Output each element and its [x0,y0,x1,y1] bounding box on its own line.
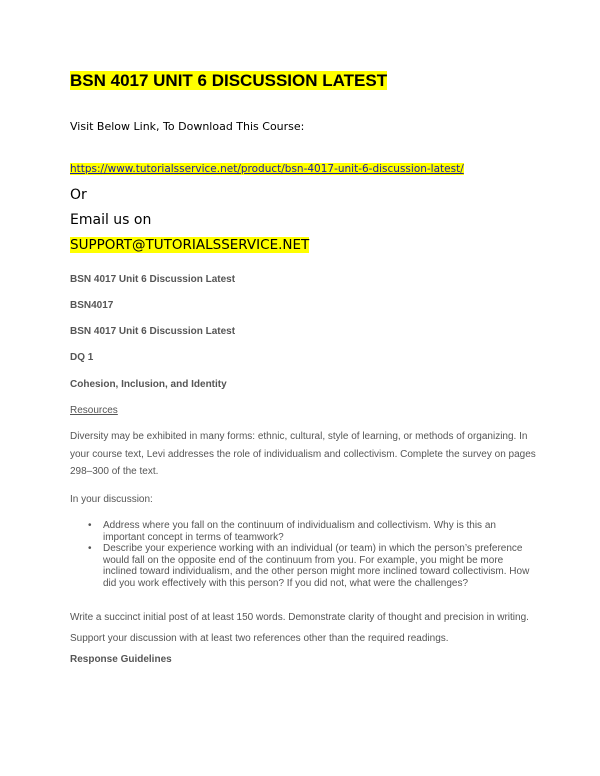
or-text: Or [70,187,87,203]
discussion-question-label: DQ 1 [70,352,94,363]
paragraph-in-your-discussion: In your discussion: [70,494,153,505]
email-label: Email us on [70,212,152,228]
list-item-text: Address where you fall on the continuum of individualism and collectivism. Why is this an important concept in terms of teamwork? [103,520,496,543]
paragraph-diversity: Diversity may be exhibited in many forms: ethnic, cultural, style of learning, or methods of organizing. In your course text, Levi addresses the role of individualism and collectivism. Complete the survey on pages 298–300 of the text. [70,431,536,477]
visit-instruction: Visit Below Link, To Download This Course: [70,120,305,133]
response-guidelines-heading: Response Guidelines [70,654,172,665]
paragraph-post-requirements: Write a succinct initial post of at least 150 words. Demonstrate clarity of thought and precision in writing. Support your discussion with at least two references other than the required readings. [70,612,529,644]
list-item-text: Describe your experience working with an individual (or team) in which the person’s preference would fall on the opposite end of the continuum from you. For example, you might be more inclined toward individualism, and the other person might more inclined toward collectivism. How did you work effectively with this person? If you did not, what were the challenges? [103,543,530,589]
support-email-text[interactable]: SUPPORT@TUTORIALSSERVICE.NET [70,237,310,253]
page-title-text: BSN 4017 UNIT 6 DISCUSSION LATEST [70,71,388,90]
course-download-link-text[interactable]: https://www.tutorialsservice.net/product/bsn-4017-unit-6-discussion-latest/ [70,163,464,175]
support-email[interactable] [70,237,309,253]
discussion-bullet-list [88,520,538,589]
list-item [88,520,538,543]
resources-link[interactable]: Resources [70,405,118,416]
bullet-icon: • [88,520,92,531]
course-code: BSN4017 [70,300,114,311]
discussion-topic: Cohesion, Inclusion, and Identity [70,379,227,390]
bullet-icon: • [88,543,92,554]
list-item [88,543,538,589]
heading-course-title-2: BSN 4017 Unit 6 Discussion Latest [70,326,236,337]
page-title [70,70,387,92]
heading-course-title: BSN 4017 Unit 6 Discussion Latest [70,274,236,285]
course-download-link[interactable] [70,163,464,175]
